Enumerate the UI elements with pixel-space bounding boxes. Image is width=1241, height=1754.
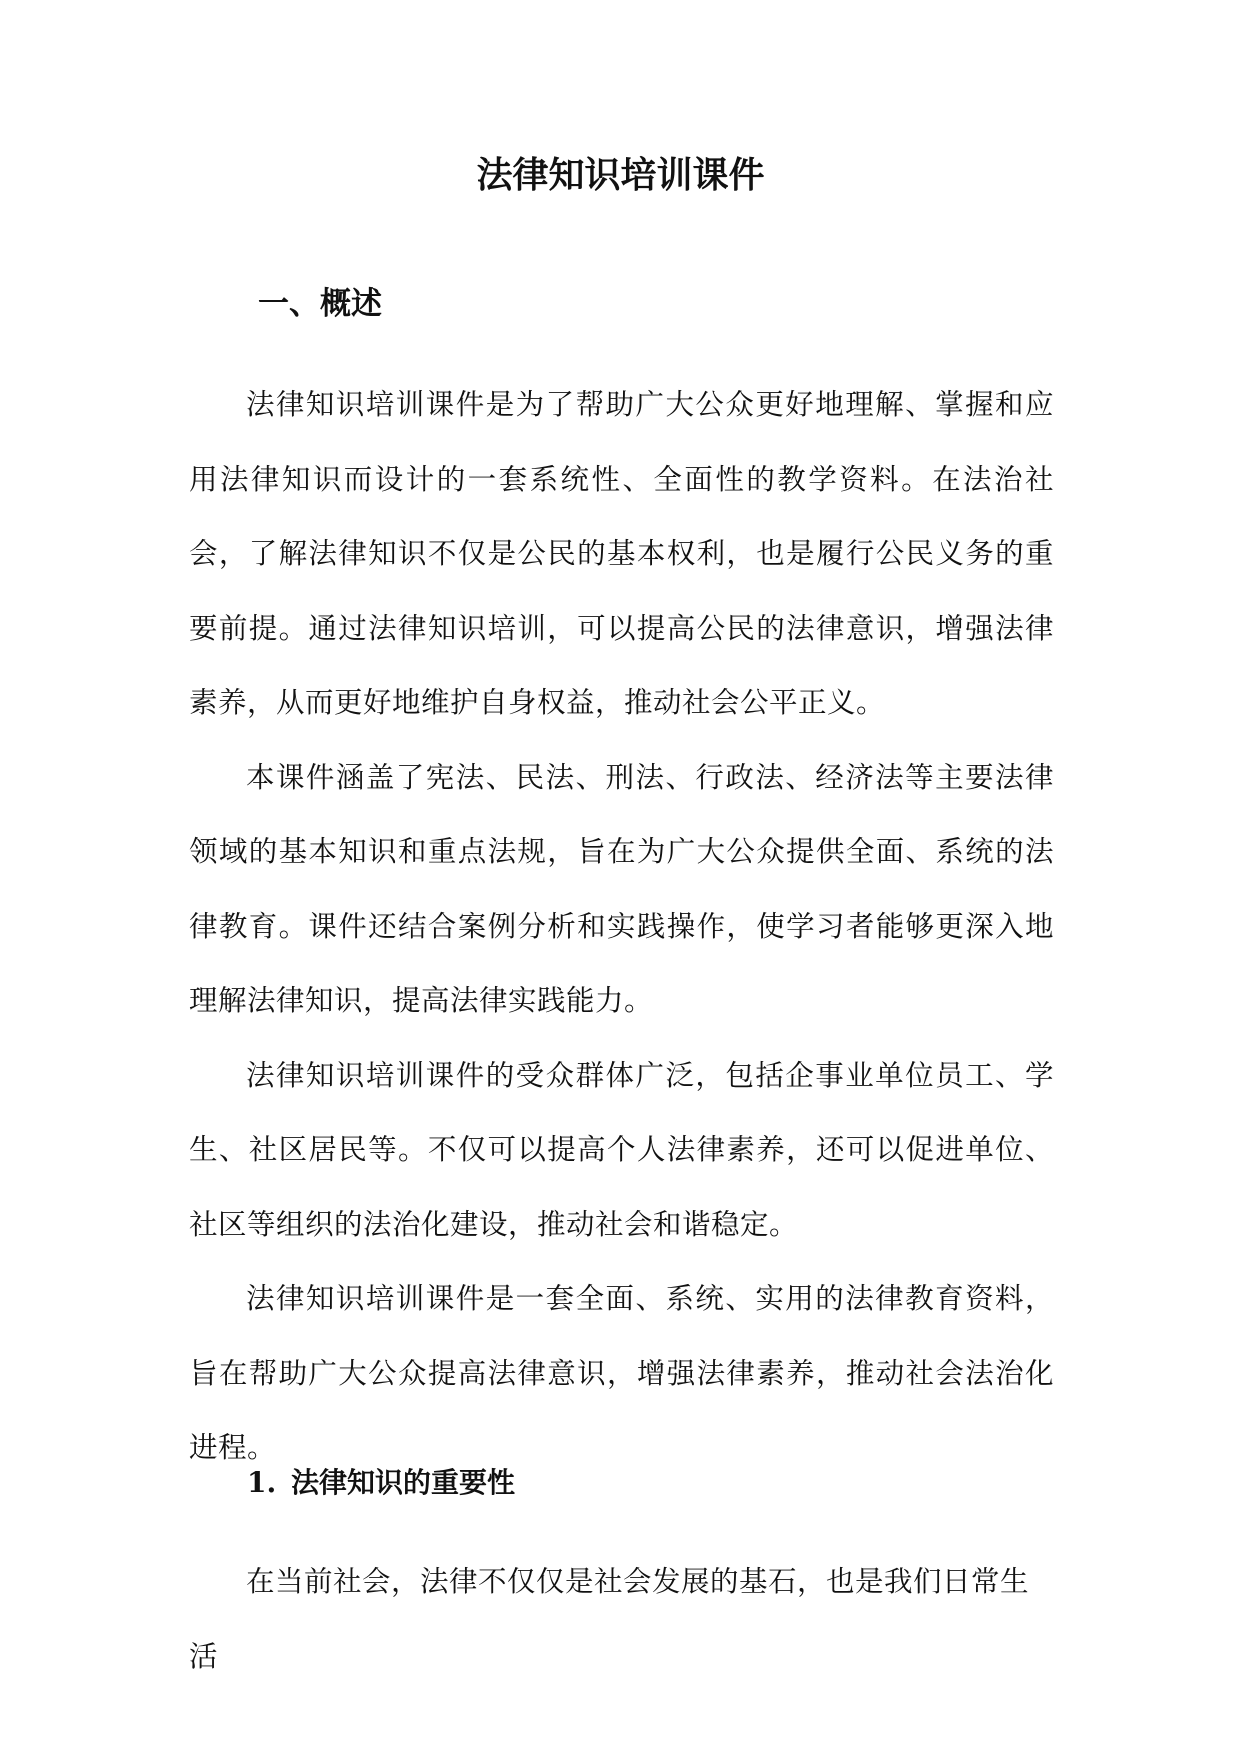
subsection-heading — [247, 1463, 515, 1503]
paragraph: 法律知识培训课件的受众群体广泛，包括企事业单位员工、学生、社区居民等。不仅可以提高个人法律素养，还可以促进单位、社区等组织的法治化建设，推动社会和谐稳定。 — [189, 1058, 1054, 1241]
subsection-title: 法律知识的重要性 — [291, 1466, 516, 1499]
subsection-number: 1. — [247, 1466, 277, 1499]
overview-body — [189, 368, 1054, 1486]
paragraph: 法律知识培训课件是一套全面、系统、实用的法律教育资料，旨在帮助广大公众提高法律意识，增强法律素养，推动社会法治化进程。 — [189, 1282, 1054, 1464]
paragraph: 法律知识培训课件是为了帮助广大公众更好地理解、掌握和应用法律知识而设计的一套系统性、全面性的教学资料。在法治社会，了解法律知识不仅是公民的基本权利，也是履行公民义务的重要前提。通过法律知识培训，可以提高公民的法律意识，增强法律素养，从而更好地维护自身权益，推动社会公平正义。 — [189, 388, 1054, 719]
paragraph: 在当前社会，法律不仅仅是社会发展的基石，也是我们日常生活 — [189, 1565, 1030, 1673]
document-title: 法律知识培训课件 — [476, 154, 765, 196]
section-heading-overview: 一、概述 — [258, 286, 382, 322]
paragraph: 本课件涵盖了宪法、民法、刑法、行政法、经济法等主要法律领域的基本知识和重点法规，旨在为广大公众提供全面、系统的法律教育。课件还结合案例分析和实践操作，使学习者能够更深入地理解法律知识，提高法律实践能力。 — [189, 760, 1054, 1017]
